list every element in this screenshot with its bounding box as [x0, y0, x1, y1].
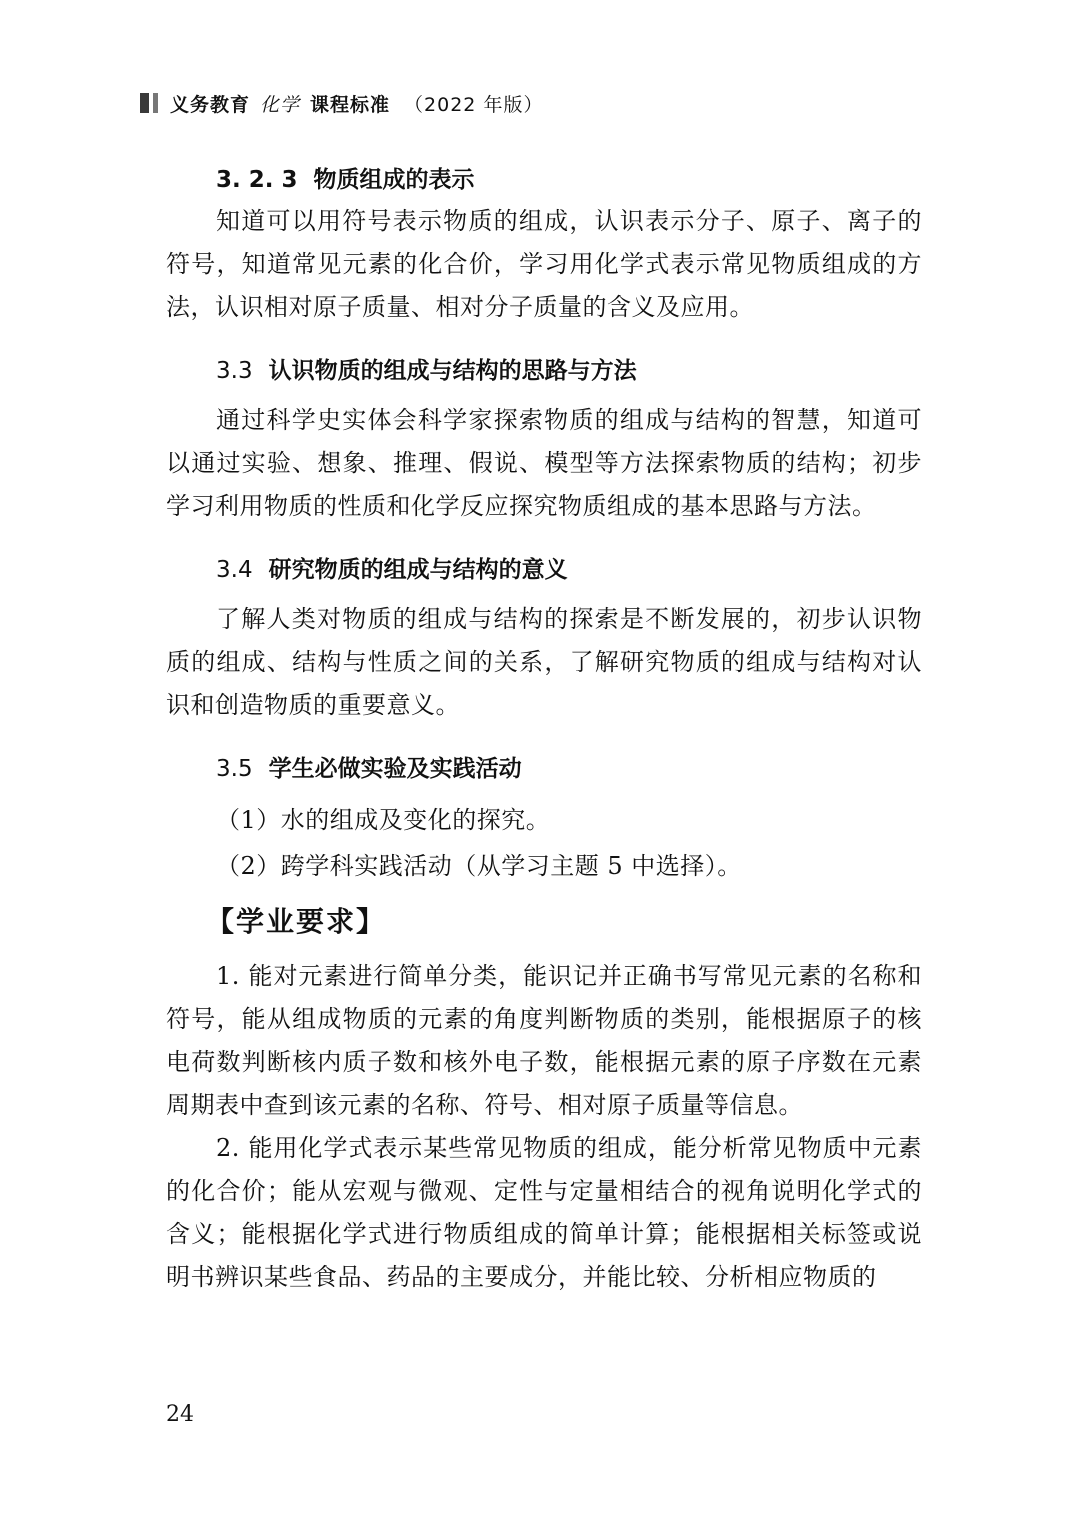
section-heading-3-3 — [166, 351, 922, 391]
requirement-paragraph: 2. 能用化学式表示某些常见物质的组成，能分析常见物质中元素的化合价；能从宏观与微观、定性与定量相结合的视角说明化学式的含义；能根据化学式进行物质组成的简单计算；能根据相关标签或说明书辨识某些食品、药品的主要成分，并能比较、分析相应物质的 — [166, 1134, 922, 1291]
header-standard: 课程标准 — [310, 93, 391, 116]
section-number: 3.4 — [216, 557, 253, 583]
running-header — [140, 88, 543, 118]
list-item: （1）水的组成及变化的探究。 — [216, 806, 551, 834]
section-title: 研究物质的组成与结构的意义 — [268, 557, 568, 583]
section-heading-3-5 — [166, 749, 922, 789]
section-paragraph: 了解人类对物质的组成与结构的探索是不断发展的，初步认识物质的组成、结构与性质之间的关系，了解研究物质的组成与结构对认识和创造物质的重要意义。 — [166, 605, 922, 719]
list-item: （2）跨学科实践活动（从学习主题 5 中选择）。 — [216, 852, 742, 880]
section-title: 学生必做实验及实践活动 — [268, 756, 522, 782]
header-subject: 化学 — [260, 93, 301, 116]
section-number: 3.3 — [216, 358, 253, 384]
section-heading-3-4 — [166, 550, 922, 590]
section-number: 3. 2. 3 — [216, 167, 298, 193]
section-heading-3-2-3 — [166, 160, 922, 200]
header-edition: （2022 年版） — [404, 93, 544, 116]
section-paragraph: 通过科学史实体会科学家探索物质的组成与结构的智慧，知道可以通过实验、想象、推理、假说、模型等方法探索物质的结构；初步学习利用物质的性质和化学反应探究物质组成的基本思路与方法。 — [166, 406, 922, 520]
page-content — [166, 160, 922, 1299]
section-title: 物质组成的表示 — [313, 167, 475, 193]
header-series: 义务教育 — [170, 93, 251, 116]
requirements-label: 【学业要求】 — [206, 905, 387, 938]
page-number: 24 — [166, 1402, 194, 1427]
section-paragraph: 知道可以用符号表示物质的组成，认识表示分子、原子、离子的符号，知道常见元素的化合价，学习用化学式表示常见物质组成的方法，认识相对原子质量、相对分子质量的含义及应用。 — [166, 207, 922, 321]
requirement-paragraph: 1. 能对元素进行简单分类，能识记并正确书写常见元素的名称和符号，能从组成物质的元素的角度判断物质的类别，能根据原子的核电荷数判断核内质子数和核外电子数，能根据元素的原子序数在元素周期表中查到该元素的名称、符号、相对原子质量等信息。 — [166, 962, 922, 1119]
section-number: 3.5 — [216, 756, 253, 782]
section-title: 认识物质的组成与结构的思路与方法 — [268, 358, 637, 384]
header-bar-icon — [140, 93, 158, 113]
